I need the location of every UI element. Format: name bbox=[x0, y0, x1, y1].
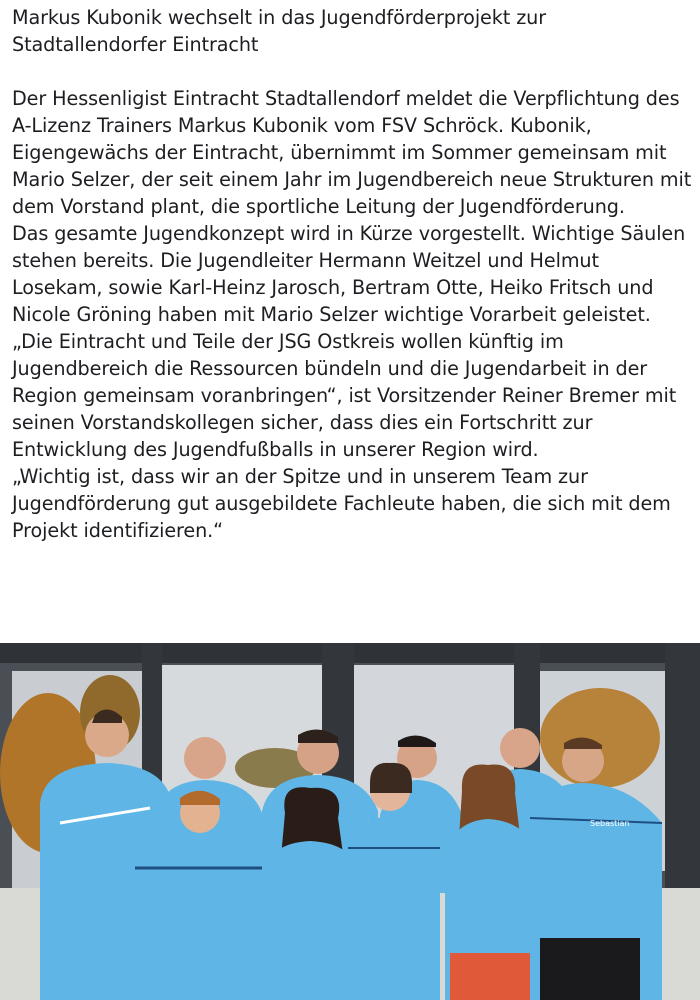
jacket-name-label: Sebastian bbox=[590, 819, 630, 828]
team-photo[interactable] bbox=[0, 643, 700, 1000]
post-paragraph-3: „Die Eintracht und Teile der JSG Ostkreis wollen künftig im Jugendbereich die Ressourcen bündeln und die Jugendarbeit in der Region gemeinsam voranbringen“, ist Vorsitzender Reiner Bremer mit seinen Vorstandskollegen sicher, dass dies ein Fortschritt zur Entwicklung des Jugendfußballs in unserer Region wird. bbox=[12, 330, 677, 461]
post-paragraph-4: „Wichtig ist, dass wir an der Spitze und in unserem Team zur Jugendförderung gut ausgebildete Fachleute haben, die sich mit dem Projekt identifizieren.“ bbox=[12, 465, 671, 542]
post-text bbox=[12, 4, 692, 544]
post-title-line-2: Stadtallendorfer Eintracht bbox=[12, 33, 259, 56]
post-paragraph-2: Das gesamte Jugendkonzept wird in Kürze vorgestellt. Wichtige Säulen stehen bereits. Die Jugendleiter Hermann Weitzel und Helmut Losekam, sowie Karl-Heinz Jarosch, Bertram Otte, Heiko Fritsch und Nicole Gröning haben mit Mario Selzer wichtige Vorarbeit geleistet. bbox=[12, 222, 686, 326]
post-title-line-1: Markus Kubonik wechselt in das Jugendförderprojekt zur bbox=[12, 6, 547, 29]
post-paragraph-1: Der Hessenligist Eintracht Stadtallendorf meldet die Verpflichtung des A-Lizenz Trainers Markus Kubonik vom FSV Schröck. Kubonik, Eigengewächs der Eintracht, übernimmt im Sommer gemeinsam mit Mario Selzer, der seit einem Jahr im Jugendbereich neue Strukturen mit dem Vorstand plant, die sportliche Leitung der Jugendförderung. bbox=[12, 87, 692, 218]
team-photo-illustration bbox=[0, 643, 700, 1000]
